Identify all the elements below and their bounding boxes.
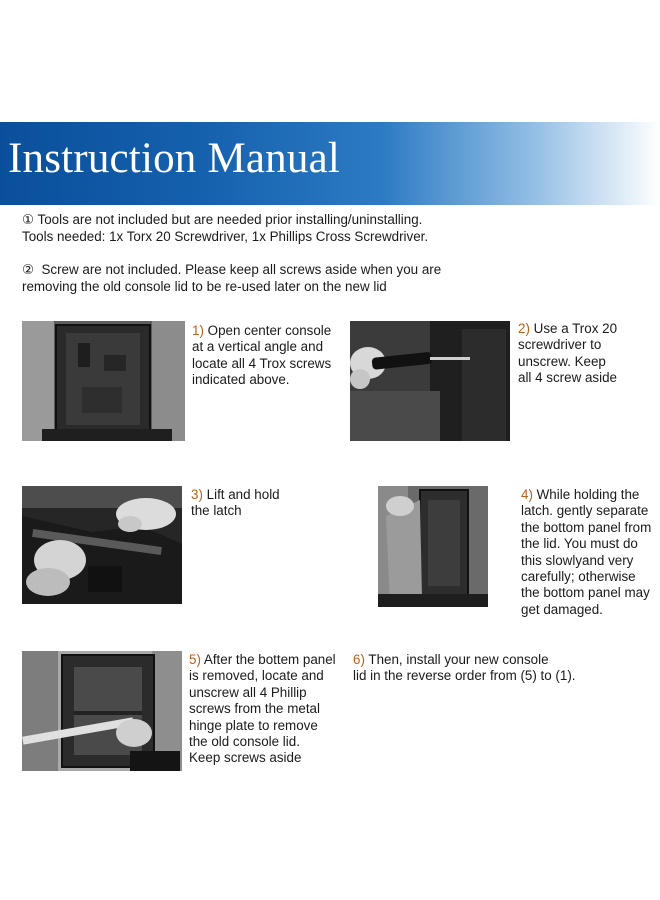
step-2-number: 2) (518, 321, 530, 336)
step-6-number: 6) (353, 652, 365, 667)
page-title: Instruction Manual (8, 135, 340, 182)
step-4-number: 4) (521, 487, 533, 502)
step-5-photo (22, 651, 182, 771)
step-3-text: 3) Lift and hold the latch (191, 487, 280, 519)
screws-note-line-2: removing the old console lid to be re-used later on the new lid (22, 279, 387, 294)
step-1-text: 1) Open center console at a vertical angle and locate all 4 Trox screws indicated above. (192, 323, 332, 388)
tools-note (22, 211, 642, 245)
tools-note-line-2: Tools needed: 1x Torx 20 Screwdriver, 1x Phillips Cross Screwdriver. (22, 229, 429, 244)
screws-note (22, 261, 642, 295)
circled-number-2: ② (22, 262, 35, 277)
step-2-text: 2) Use a Trox 20 screwdriver to unscrew. Keep all 4 screw aside (518, 321, 618, 386)
step-5-number: 5) (189, 652, 201, 667)
step-3-number: 3) (191, 487, 203, 502)
step-1-photo (22, 321, 185, 441)
step-4-photo (350, 486, 513, 607)
step-4-text: 4) While holding the latch. gently separate the bottom panel from the lid. You must do this slowlyand very carefully; otherwise the bottom panel may get damaged. (521, 487, 652, 617)
step-3-photo (22, 486, 182, 604)
circled-number-1: ① (22, 212, 35, 227)
step-1-number: 1) (192, 323, 204, 338)
title-banner (0, 122, 660, 205)
step-2-photo (350, 321, 510, 441)
step-5-text: 5) After the bottem panel is removed, locate and unscrew all 4 Phillip screws from the metal hinge plate to remove the old console lid. Keep screws aside (189, 652, 336, 766)
screws-note-line-1: ② Screw are not included. Please keep all screws aside when you are (22, 262, 442, 277)
step-6-text: 6) Then, install your new console lid in the reverse order from (5) to (1). (353, 652, 576, 684)
tools-note-line-1: ① Tools are not included but are needed prior installing/uninstalling. (22, 212, 423, 227)
